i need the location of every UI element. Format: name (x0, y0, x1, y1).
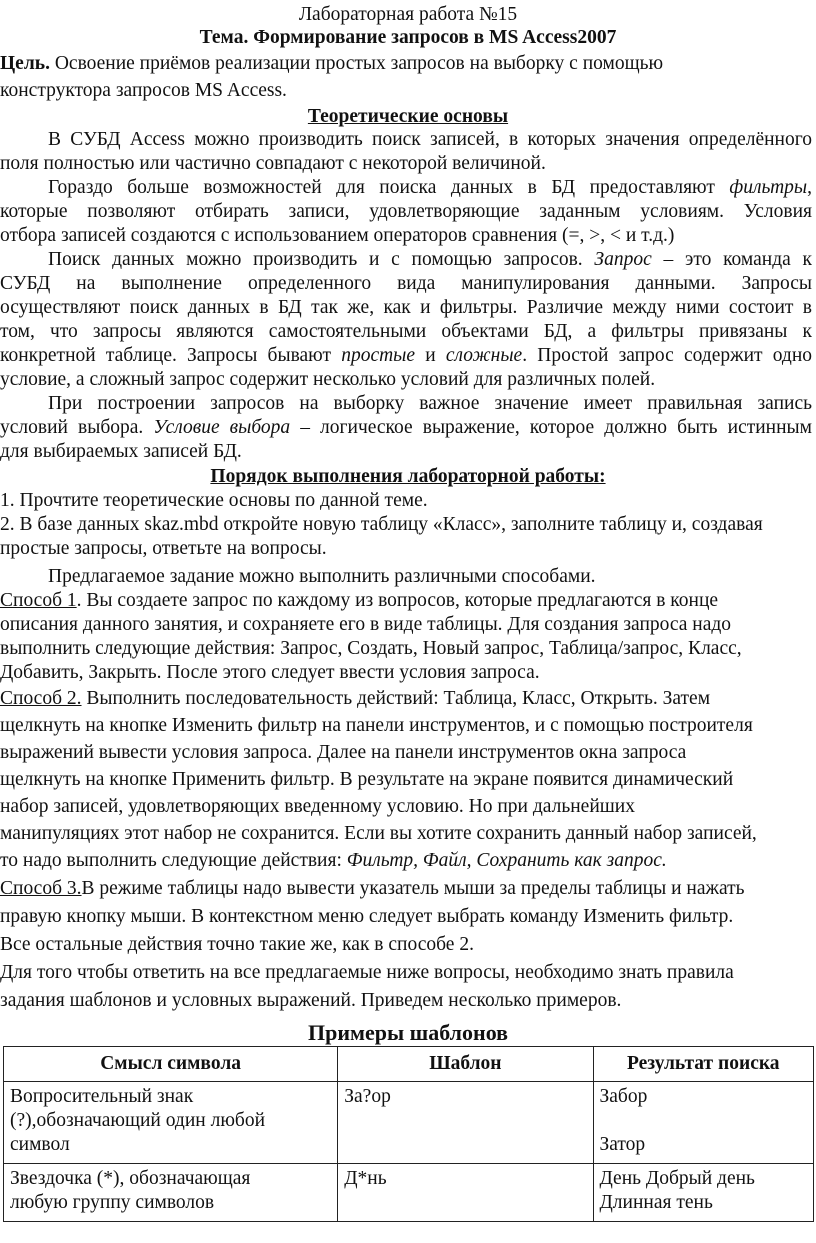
result-cell: Забор Затор (593, 1082, 814, 1164)
table-row (4, 1082, 814, 1164)
theory-line: для выбираемых записей БД. (0, 441, 242, 462)
column-header: Результат поиска (593, 1047, 814, 1082)
theory-line: конкретной таблице. Запросы бывают простые и сложные. Простой запрос содержит одно (0, 345, 813, 366)
theory-line: поля полностью или частично совпадают с некоторой величиной. (0, 153, 546, 174)
goal-line-2: конструктора запросов MS Access. (0, 80, 287, 101)
way-1-label: Способ 1 (0, 590, 77, 611)
procedure-intro: Предлагаемое задание можно выполнить различными способами. (48, 566, 596, 587)
way-2-line: то надо выполнить следующие действия: Фильтр, Файл, Сохранить как запрос. (0, 850, 667, 871)
pattern-cell: Д*нь (338, 1164, 593, 1222)
way-2-line: Способ 2. Выполнить последовательность действий: Таблица, Класс, Открыть. Затем (0, 688, 711, 709)
examples-heading: Примеры шаблонов (307, 1020, 509, 1045)
term-condition: Условие выбора (153, 417, 291, 438)
meaning-cell: Вопросительный знак (?),обозначающий один любой символ (4, 1082, 338, 1164)
table-header-row (4, 1047, 814, 1082)
goal-label: Цель. (0, 53, 50, 74)
way-1-line: Добавить, Закрыть. После этого следует ввести условия запроса. (0, 662, 540, 683)
column-header: Смысл символа (4, 1047, 338, 1082)
term-filters: фильтры (729, 177, 808, 198)
term-complex: сложные (445, 345, 523, 366)
theory-line: Поиск данных можно производить и с помощью запросов. Запрос – это команда к (48, 249, 813, 270)
theory-line: том, что запросы являются самостоятельными объектами БД, а фильтры привязаны к (0, 321, 812, 342)
way-1-line: Способ 1. Вы создаете запрос по каждому из вопросов, которые предлагаются в конце (0, 590, 719, 611)
theory-line: При построении запросов на выборку важное значение имеет правильная запись (48, 393, 812, 414)
way-3-line: правую кнопку мыши. В контекстном меню следует выбрать команду Изменить фильтр. (0, 906, 734, 927)
way-2-menu-path: Фильтр, Файл, Сохранить как запрос. (346, 850, 667, 871)
theory-line: осуществляют поиск данных в БД так же, как и фильтры. Различие между ними состоит в (0, 297, 812, 318)
column-header: Шаблон (338, 1047, 593, 1082)
lab-number: Лабораторная работа №15 (298, 4, 518, 25)
closing-line: задания шаблонов и условных выражений. Приведем несколько примеров. (0, 990, 622, 1011)
lab-topic: Тема. Формирование запросов в MS Access2007 (199, 27, 617, 48)
theory-line: отбора записей создаются с использованием операторов сравнения (=, >, < и т.д.) (0, 225, 675, 246)
table-row (4, 1164, 814, 1222)
result-cell: День Добрый день Длинная тень (593, 1164, 814, 1222)
way-2-label: Способ 2. (0, 688, 82, 709)
procedure-step-2: 2. В базе данных skaz.mbd откройте новую таблицу «Класс», заполните таблицу и, создавая (0, 514, 763, 535)
term-simple: простые (341, 345, 416, 366)
way-2-line: выражений вывести условия запроса. Далее на панели инструментов окна запроса (0, 742, 687, 763)
theory-line: Гораздо больше возможностей для поиска данных в БД предоставляют фильтры, (48, 177, 812, 198)
pattern-cell: За?ор (338, 1082, 593, 1164)
procedure-heading: Порядок выполнения лабораторной работы: (210, 466, 606, 487)
closing-line: Для того чтобы ответить на все предлагаемые ниже вопросы, необходимо знать правила (0, 962, 734, 983)
way-2-line: щелкнуть на кнопке Применить фильтр. В результате на экране появится динамический (0, 769, 734, 790)
way-3-line: Способ 3.В режиме таблицы надо вывести указатель мыши за пределы таблицы и нажать (0, 878, 745, 899)
way-3-line: Все остальные действия точно такие же, как в способе 2. (0, 934, 474, 955)
way-2-line: щелкнуть на кнопке Изменить фильтр на панели инструментов, и с помощью построителя (0, 715, 753, 736)
theory-heading: Теоретические основы (307, 106, 509, 127)
theory-line: условий выбора. Условие выбора – логическое выражение, которое должно быть истинным (0, 417, 812, 438)
patterns-table (3, 1046, 814, 1222)
procedure-step-2-cont: простые запросы, ответьте на вопросы. (0, 538, 327, 559)
goal-line-1: Цель. Освоение приёмов реализации простых запросов на выборку с помощью (0, 53, 664, 74)
way-3-label: Способ 3. (0, 878, 82, 899)
term-query: Запрос (594, 249, 652, 270)
theory-line: СУБД на выполнение определенного вида манипулирования данными. Запросы (0, 273, 812, 294)
meaning-cell: Звездочка (*), обозначающая любую группу символов (4, 1164, 338, 1222)
way-1-line: выполнить следующие действия: Запрос, Создать, Новый запрос, Таблица/запрос, Класс, (0, 638, 742, 659)
way-1-line: описания данного занятия, и сохраняете его в виде таблицы. Для создания запроса надо (0, 614, 732, 635)
way-2-line: набор записей, удовлетворяющих введенному условию. Но при дальнейших (0, 796, 635, 817)
procedure-step-1: 1. Прочтите теоретические основы по данной теме. (0, 490, 428, 511)
theory-line: которые позволяют отбирать записи, удовлетворяющие заданным условиям. Условия (0, 201, 812, 222)
way-2-line: манипуляциях этот набор не сохранится. Если вы хотите сохранить данный набор записей, (0, 823, 757, 844)
theory-line: условие, а сложный запрос содержит несколько условий для различных полей. (0, 369, 656, 390)
theory-line: В СУБД Access можно производить поиск записей, в которых значения определённого (48, 129, 812, 150)
